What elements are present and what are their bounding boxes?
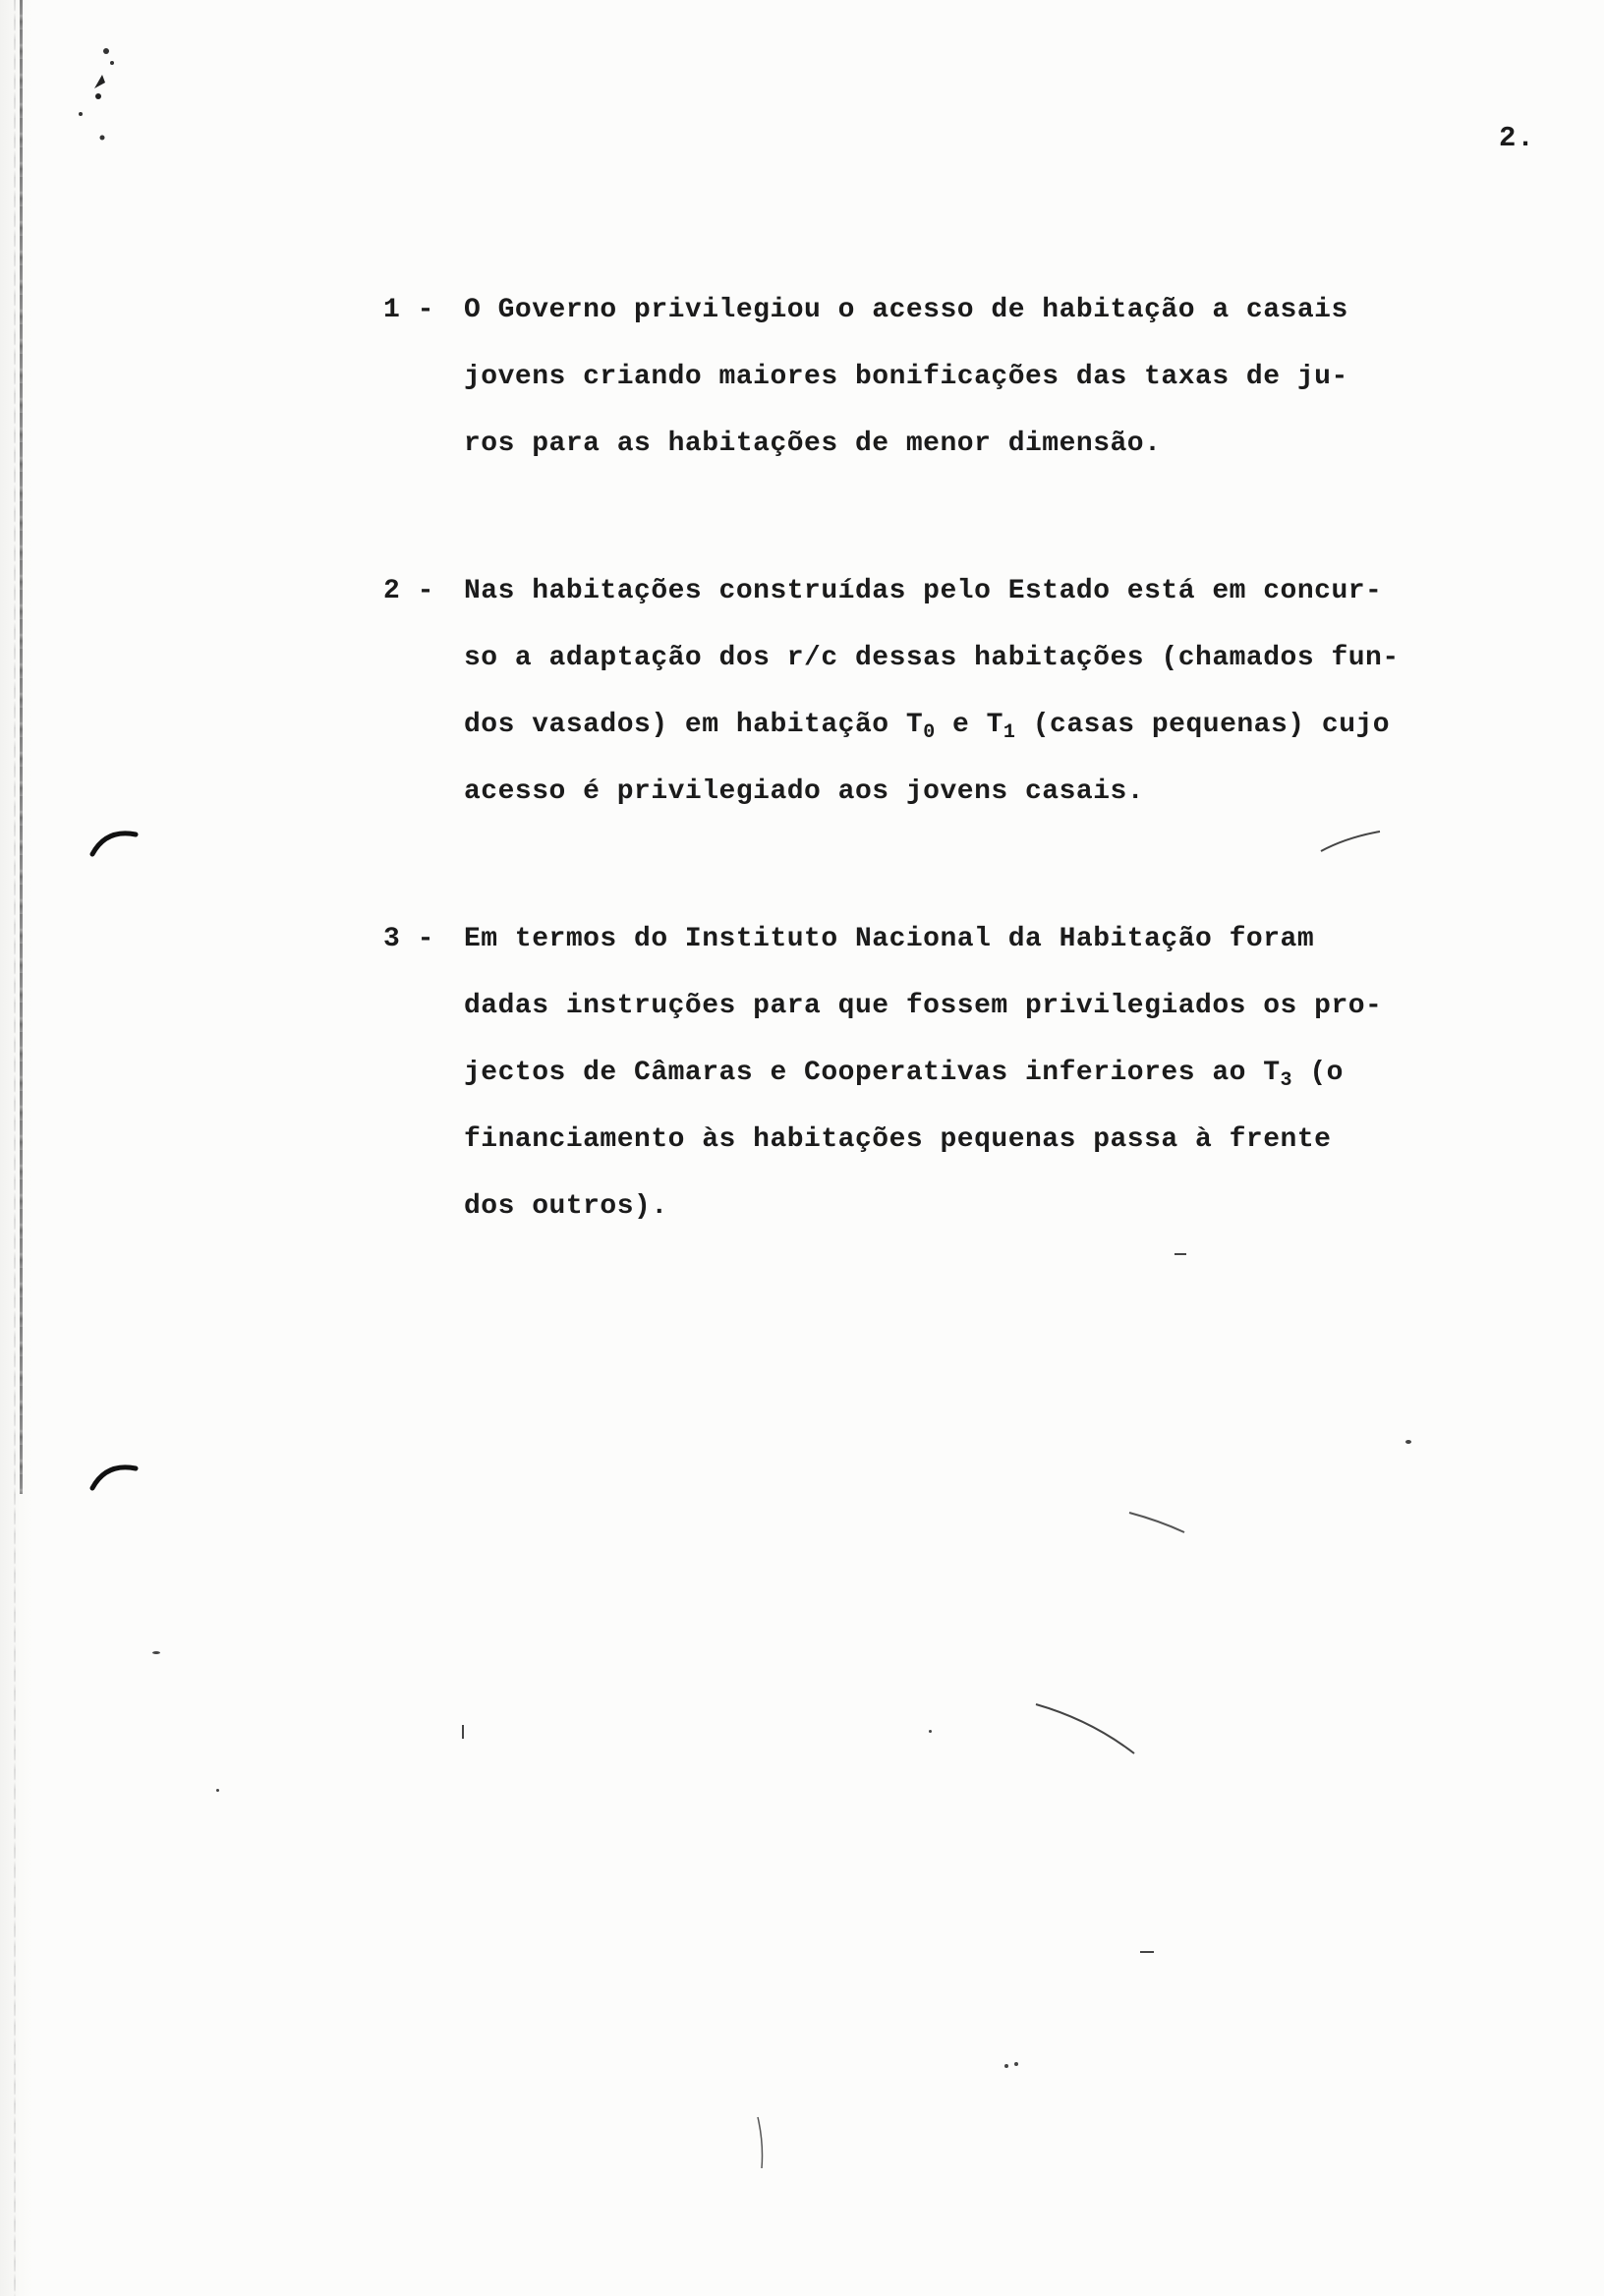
speck (1405, 1440, 1411, 1444)
item-text-with-subscripts (464, 710, 1391, 744)
speck (462, 1725, 464, 1739)
item-line (383, 1191, 1582, 1258)
item-number: 2 - (383, 576, 434, 606)
item-text: dos outros). (464, 1191, 668, 1222)
item-line (383, 576, 1582, 643)
item-line (383, 776, 1582, 843)
item-text: jovens criando maiores bonificações das taxas de ju- (464, 362, 1348, 392)
punch-hole-arc-bottom (88, 1455, 147, 1494)
speck (152, 1651, 160, 1654)
list-item-2 (383, 576, 1582, 843)
list-item-3 (383, 924, 1582, 1258)
subscript: 0 (923, 721, 936, 744)
item-line (383, 1124, 1582, 1191)
item-text: financiamento às habitações pequenas passa à frente (464, 1124, 1332, 1155)
item-line (383, 643, 1582, 710)
item-text: O Governo privilegiou o acesso de habitação a casais (464, 295, 1348, 325)
speck (1014, 2062, 1018, 2066)
item-line (383, 710, 1582, 776)
binding-line (20, 0, 23, 1494)
speck (1140, 1951, 1154, 1953)
pen-stroke-4 (752, 2113, 772, 2172)
ink-mark-top-left (59, 35, 128, 144)
item-line (383, 362, 1582, 429)
item-text-with-subscript (464, 1058, 1344, 1092)
page-number: 2. (1499, 122, 1535, 154)
item-number: 1 - (383, 295, 434, 325)
text-segment: jectos de Câmaras e Cooperativas inferiores ao T (464, 1058, 1281, 1088)
pen-stroke-2 (1125, 1509, 1194, 1538)
item-line (383, 295, 1582, 362)
item-text: dadas instruções para que fossem privilegiados os pro- (464, 991, 1383, 1021)
text-segment: (o (1292, 1058, 1344, 1088)
subscript: 1 (1002, 721, 1016, 744)
item-line (383, 991, 1582, 1058)
item-text: Em termos do Instituto Nacional da Habitação foram (464, 924, 1315, 954)
item-text: ros para as habitações de menor dimensão. (464, 429, 1162, 459)
pen-stroke-3 (1032, 1700, 1140, 1759)
punch-hole-arc-top (88, 821, 147, 860)
item-text: so a adaptação dos r/c dessas habitações (chamados fun- (464, 643, 1400, 673)
text-segment: dos vasados) em habitação T (464, 710, 924, 740)
binding-shadow (14, 0, 16, 2296)
speck (1004, 2064, 1008, 2068)
item-text: acesso é privilegiado aos jovens casais. (464, 776, 1145, 807)
item-text: Nas habitações construídas pelo Estado está em concur- (464, 576, 1383, 606)
text-segment: (casas pequenas) cujo (1015, 710, 1391, 740)
item-line (383, 1058, 1582, 1124)
list-item-1 (383, 295, 1582, 495)
subscript: 3 (1280, 1069, 1293, 1092)
scan-left-edge (0, 0, 33, 2296)
item-number: 3 - (383, 924, 434, 954)
text-segment: e T (935, 710, 1003, 740)
speck (216, 1789, 219, 1792)
item-line (383, 429, 1582, 495)
speck (929, 1730, 932, 1733)
item-line (383, 924, 1582, 991)
